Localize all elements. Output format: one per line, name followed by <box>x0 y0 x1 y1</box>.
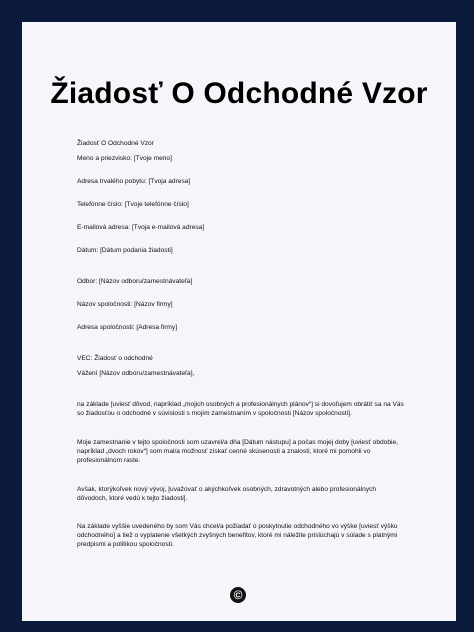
document-title: Žiadosť O Odchodné Vzor <box>50 77 428 110</box>
copyright-icon: © <box>230 587 246 603</box>
document-page <box>22 22 456 621</box>
department-line: Odbor: [Názov odboru/zamestnávateľa] <box>77 278 193 285</box>
address-line: Adresa trvalého pobytu: [Tvoja adresa] <box>77 178 191 185</box>
salutation-line: Vážení [Názov odboru/zamestnávateľa], <box>77 370 195 377</box>
company-name-line: Názov spoločnosti: [Názov firmy] <box>77 301 173 308</box>
doc-heading: Žiadosť O Odchodné Vzor <box>77 140 154 147</box>
email-line: E-mailová adresa: [Tvoja e-mailová adresa] <box>77 224 205 231</box>
subject-line: VEC: Žiadosť o odchodné <box>77 355 153 362</box>
paragraph-1: na základe [uviesť dôvod, napríklad „mojich osobných a profesionálnych plánov“] si dovoľujem obrátiť sa na Vás so žiadosťou o odchodné v súvislosti s mojím zamestnaním v spoločnosti [Názov spoločnosti]. <box>77 401 404 418</box>
phone-line: Telefónne číslo: [Tvoje telefónne číslo] <box>77 201 189 208</box>
company-address-line: Adresa spoločnosti: [Adresa firmy] <box>77 324 178 331</box>
date-line: Dátum: [Dátum podania žiadosti] <box>77 247 173 254</box>
paragraph-4: Na základe vyššie uvedeného by som Vás chcel/a požiadať o poskytnutie odchodného vo výške [uviesť výšku odchodného] a tiež o vyplatenie všetkých zvyšných benefitov, ktoré mi náležite prislúchajú v súlade s platnými predpismi a politikou spoločnosti. <box>77 523 398 549</box>
paragraph-3: Avšak, ktorýkoľvek nový vývoj, [uvažovať o akýchkoľvek osobných, zdravotných alebo profesionálnych dôvodoch, ktoré vedú k tejto žiadosti]. <box>77 486 377 503</box>
name-line: Meno a priezvisko: [Tvoje meno] <box>77 155 172 162</box>
paragraph-2: Moje zamestnanie v tejto spoločnosti som uzavrel/a dňa [Dátum nástupu] a počas mojej doby [uviesť obdobie, napríklad „dvoch rokov“] som mal/a možnosť získať cenné skúsenosti a znalosti, ktoré mi pomohli vo profesionálnom raste. <box>77 439 398 465</box>
